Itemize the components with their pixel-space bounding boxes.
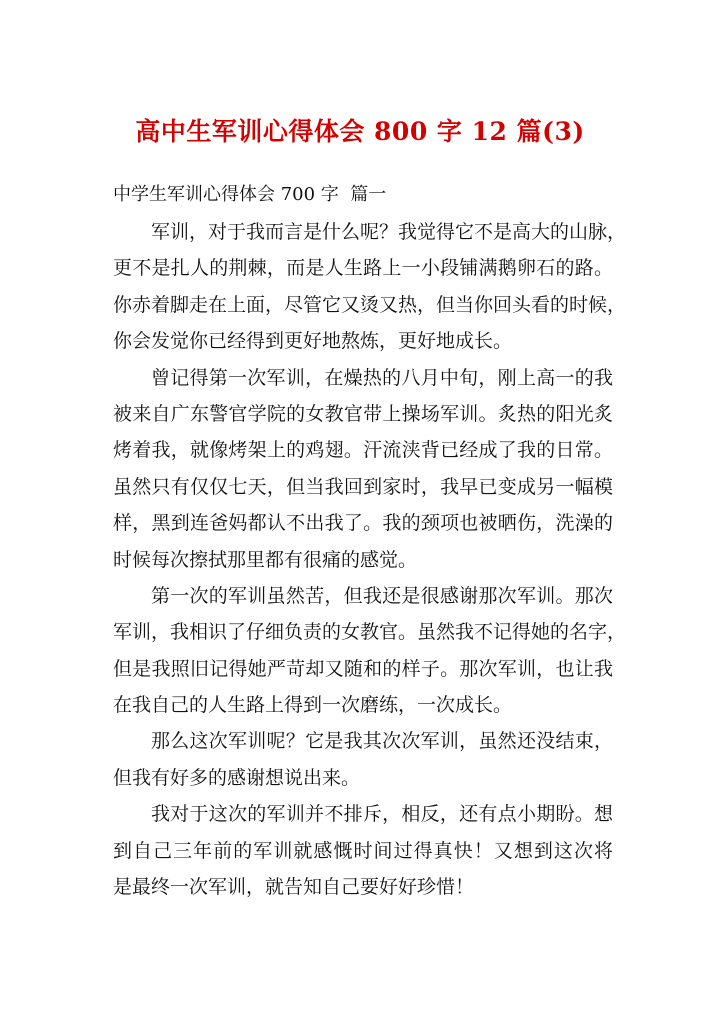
text-line: 你赤着脚走在上面，尽管它又烫又热，但当你回头看的时候， [113, 293, 627, 316]
text-line: 我对于这次的军训并不排斥，相反，还有点小期盼。想 [151, 803, 613, 826]
page-title: 高中生军训心得体会 800 字 12 篇(3) [135, 117, 585, 146]
text-line: 虽然只有仅仅七天，但当我回到家时，我早已变成另一幅模 [113, 475, 613, 498]
text-line: 但我有好多的感谢想说出来。 [113, 766, 361, 789]
text-line: 军训，我相识了仔细负责的女教官。虽然我不记得她的名字， [113, 621, 627, 644]
text-line: 军训，对于我而言是什么呢？我觉得它不是高大的山脉， [151, 221, 627, 243]
paragraph [113, 578, 627, 724]
paragraph [113, 214, 627, 360]
text-line: 你会发觉你已经得到更好地熬炼，更好地成长。 [113, 330, 513, 353]
article-body [113, 214, 627, 905]
text-line: 曾记得第一次军训，在燥热的八月中旬，刚上高一的我 [151, 366, 613, 389]
text-line: 烤着我，就像烤架上的鸡翅。汗流浃背已经成了我的日常。 [113, 439, 613, 462]
text-line: 是最终一次军训，就告知自己要好好珍惜！ [113, 876, 475, 899]
text-line: 更不是扎人的荆棘，而是人生路上一小段铺满鹅卵石的路。 [113, 257, 613, 280]
paragraph [113, 360, 613, 578]
text-line: 第一次的军训虽然苦，但我还是很感谢那次军训。那次 [151, 584, 613, 607]
text-line: 被来自广东警官学院的女教官带上操场军训。炙热的阳光炙 [113, 402, 613, 425]
text-line: 但是我照旧记得她严苛却又随和的样子。那次军训，也让我 [113, 657, 613, 680]
text-line: 时候每次擦拭那里都有很痛的感觉。 [113, 548, 418, 571]
paragraph [113, 796, 613, 905]
text-line: 到自己三年前的军训就感慨时间过得真快！又想到这次将 [113, 839, 613, 862]
section-heading: 中学生军训心得体会 700 字 篇一 [113, 184, 387, 205]
paragraph [113, 723, 613, 796]
text-line: 那么这次军训呢？它是我其次次军训，虽然还没结束， [151, 730, 613, 753]
text-line: 在我自己的人生路上得到一次磨练，一次成长。 [113, 694, 513, 717]
text-line: 样，黑到连爸妈都认不出我了。我的颈项也被晒伤，洗澡的 [113, 512, 613, 535]
